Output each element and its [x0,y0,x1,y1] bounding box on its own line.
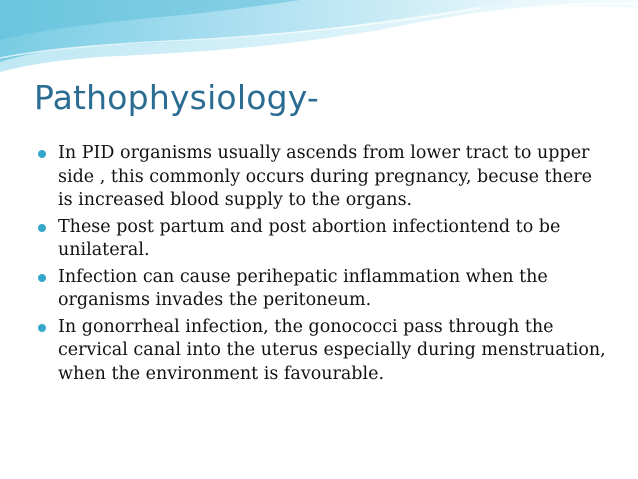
slide-title: Pathophysiology- [34,78,319,117]
bullet-dot-icon [38,324,46,332]
bullet-item [36,316,608,387]
bullet-item [36,216,608,263]
bullet-text: In PID organisms usually ascends from lower tract to upper side , this commonly occurs during pregnancy, becuse there is increased blood supply to the organs. [58,143,592,210]
bullet-text: In gonorrheal infection, the gonococci pass through the cervical canal into the uterus especially during menstruation, when the environment is favourable. [58,316,606,384]
bullet-text: Infection can cause perihepatic inflammation when the organisms invades the peritoneum. [58,266,548,310]
bullet-text: These post partum and post abortion infectiontend to be unilateral. [58,216,561,260]
header-wave-decoration [0,0,638,80]
bullet-dot-icon [38,274,46,282]
bullet-dot-icon [38,224,46,232]
bullet-item [36,266,608,313]
bullet-list [36,142,608,389]
bullet-dot-icon [38,150,46,158]
bullet-item [36,142,608,213]
